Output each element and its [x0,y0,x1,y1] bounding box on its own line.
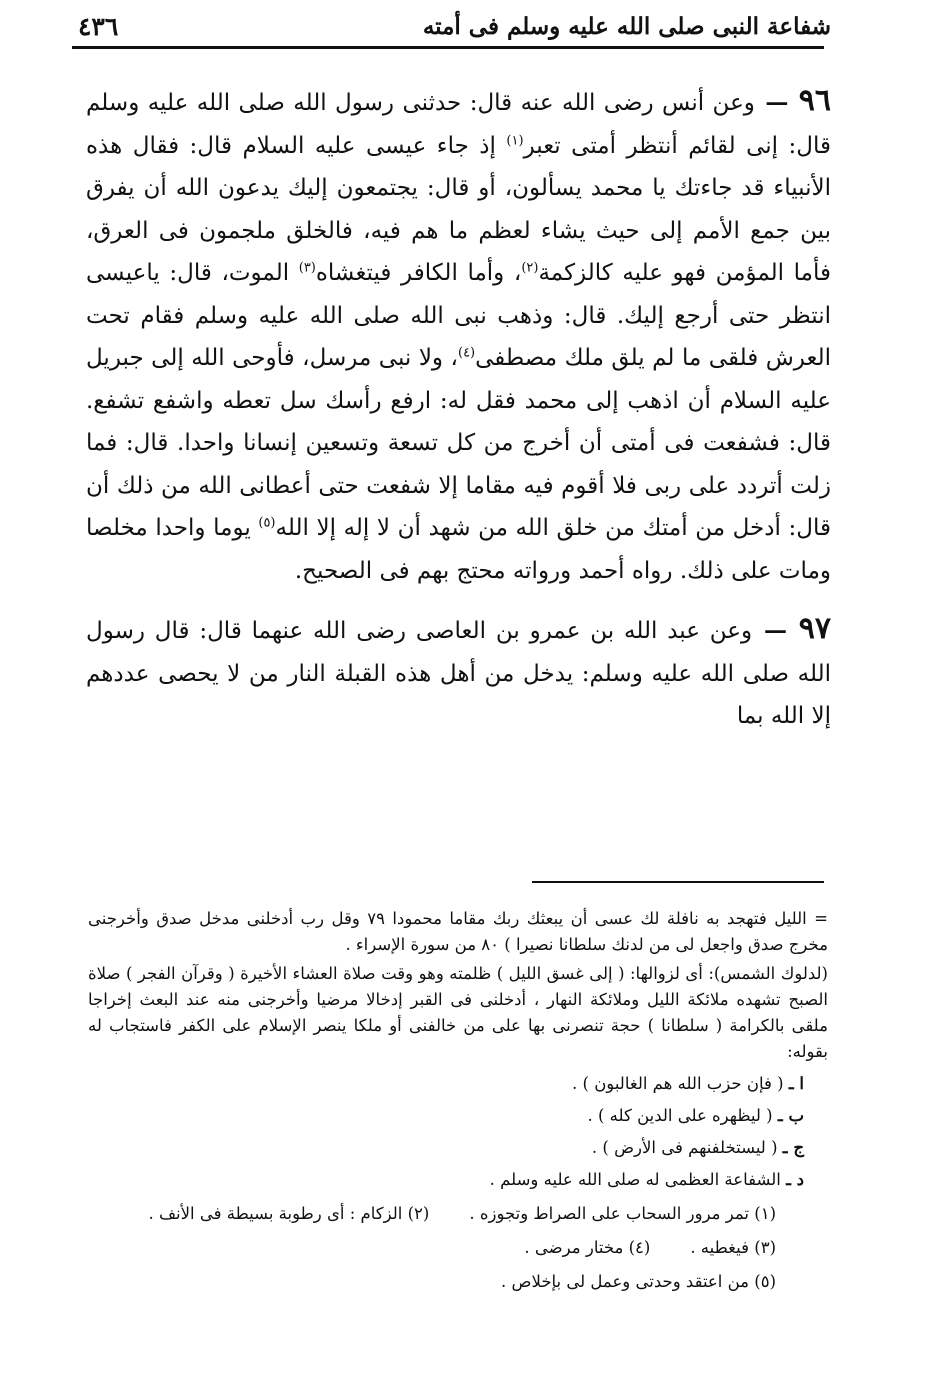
footnote-text: فيغطيه . [690,1238,749,1257]
footnote-lettered-item [88,1167,828,1193]
footnote-number: (٤) [628,1238,651,1257]
footnote-continuation: = الليل فتهجد به نافلة لك عسى أن يبعثك ربك مقاما محمودا ٧٩ وقل رب أدخلنى مدخل صدق وأخرجنى مخرج صدق واجعل لى من لدنك سلطانا نصيرا ) ٨٠ من سورة الإسراء . [88,909,829,954]
footnote-number: (٥) [754,1272,776,1291]
footnote-glossary: (لدلوك الشمس): أى لزوالها: ( إلى غسق الليل ) ظلمته وهو وقت صلاة العشاء الأخيرة ( وقرآن الفجر ) صلاة الصبح تشهده ملائكة الليل وملائكة النهار ، أدخلنى فى القبر إدخالا مرضيا وأخرجنى منه عند البعث إخراجا ملقى بالكرامة ( سلطانا ) حجة تنصرنى بها على من خالفنى أو ملكا ينصر الإسلام على الكفر فاستجاب له بقوله: [88,964,828,1061]
footnote-entry [501,1269,776,1295]
footnote-lettered-item [88,1103,828,1129]
footnote-marker-5: (٥) [258,515,276,531]
item-text: الشفاعة العظمى له صلى الله عليه وسلم . [489,1170,781,1189]
footnote-row [88,1235,828,1261]
item-text: ( ليستخلفنهم فى الأرض ) . [591,1138,778,1157]
main-text [86,80,831,738]
footnote-number: (١) [754,1204,776,1223]
footnote-lettered-item [88,1071,828,1097]
hadith-number: ٩٧ [798,611,832,646]
item-text: ( فإن حزب الله هم الغالبون ) . [572,1074,784,1093]
item-marker: ج ـ [782,1138,804,1157]
item-text: ( ليظهره على الدين كله ) . [587,1106,773,1125]
footnote-row [88,1269,828,1295]
footnote-text: مختار مرضى . [524,1238,624,1257]
footnote-entry [469,1201,776,1227]
footnote-entry [524,1235,650,1261]
hadith-97 [86,608,831,738]
footnote-marker-4: (٤) [457,345,476,361]
running-title: شفاعة النبى صلى الله عليه وسلم فى أمته [422,12,831,40]
item-marker: د ـ [786,1170,804,1189]
footnote-row [88,1201,828,1227]
hadith-number: ٩٦ [798,83,832,118]
hadith-text-part: وعن أنس رضى الله عنه قال: حدثنى رسول الله صلى الله عليه وسلم قال: إنى لقائم أنتظر أمتى تعبر [86,90,831,159]
running-head [78,6,831,46]
footnote-text: الزكام : أى رطوبة بسيطة فى الأنف . [148,1204,403,1223]
footnote-number: (٣) [754,1238,776,1257]
hadith-text-part: الموت، قال: ياعيسى انتظر حتى أرجع إليك. قال: وذهب نبى الله صلى الله عليه وسلم فقام تحت العرش فلقى ما لم يلق ملك مصطفى [86,260,831,371]
footnote-lettered-item [88,1135,828,1161]
hadith-dash: — [763,617,787,644]
hadith-text-part: ، وأما الكافر فيتغشاه [315,260,522,286]
item-marker: ا ـ [788,1074,804,1093]
footnote-marker-1: (١) [506,132,524,148]
hadith-dash: — [765,89,789,116]
hadith-text-part: ، ولا نبى مرسل، فأوحى الله إلى جبريل عليه السلام أن اذهب إلى محمد فقل له: ارفع رأسك سل تعطه واشفع تشفع. قال: فشفعت فى أمتى أن أخرج من كل تسعة وتسعين إنسانا واحدا. قال: فما زلت أتردد على ربى فلا أقوم فيه مقاما إلا شفعت حتى أعطانى الله من ذلك أن قال: أدخل من أمتك من خلق الله من شهد أن لا إله إلا الله [86,345,831,541]
hadith-text-part: إذ جاء عيسى عليه السلام قال: فقال هذه الأنبياء قد جاءتك يا محمد يسألون، أو قال: يجتمعون إليك يدعون الله أن يفرق بين جمع الأمم إلى حيث يشاء لعظم ما هم فيه، فالخلق ملجمون فى العرق، فأما المؤمن فهو عليه كالزكمة [86,132,831,286]
footnote-entry [148,1201,429,1227]
hadith-text: وعن عبد الله بن عمرو بن العاصى رضى الله عنهما قال: قال رسول الله صلى الله عليه وسلم: يدخل من أهل هذه القبلة النار من لا يحصى عددهم إلا الله بما [86,618,831,729]
footnote-number: (٢) [407,1204,430,1223]
footnote-entry [690,1235,776,1261]
item-marker: ب ـ [777,1106,804,1125]
header-rule [72,46,824,49]
hadith-96 [86,80,831,592]
footnote-marker-3: (٣) [298,260,316,276]
hadith-text-part: يوما واحدا مخلصا ومات على ذلك. رواه أحمد ورواته محتج بهم فى الصحيح. [86,515,831,584]
footnote-text: تمر مرور السحاب على الصراط وتجوزه . [469,1204,749,1223]
page-number: ٤٣٦ [78,11,119,41]
footnotes [88,906,828,1295]
footnote-marker-2: (٢) [521,260,539,276]
footnote-rule [532,881,824,883]
footnote-text: من اعتقد وحدتى وعمل لى بإخلاص . [501,1272,749,1291]
